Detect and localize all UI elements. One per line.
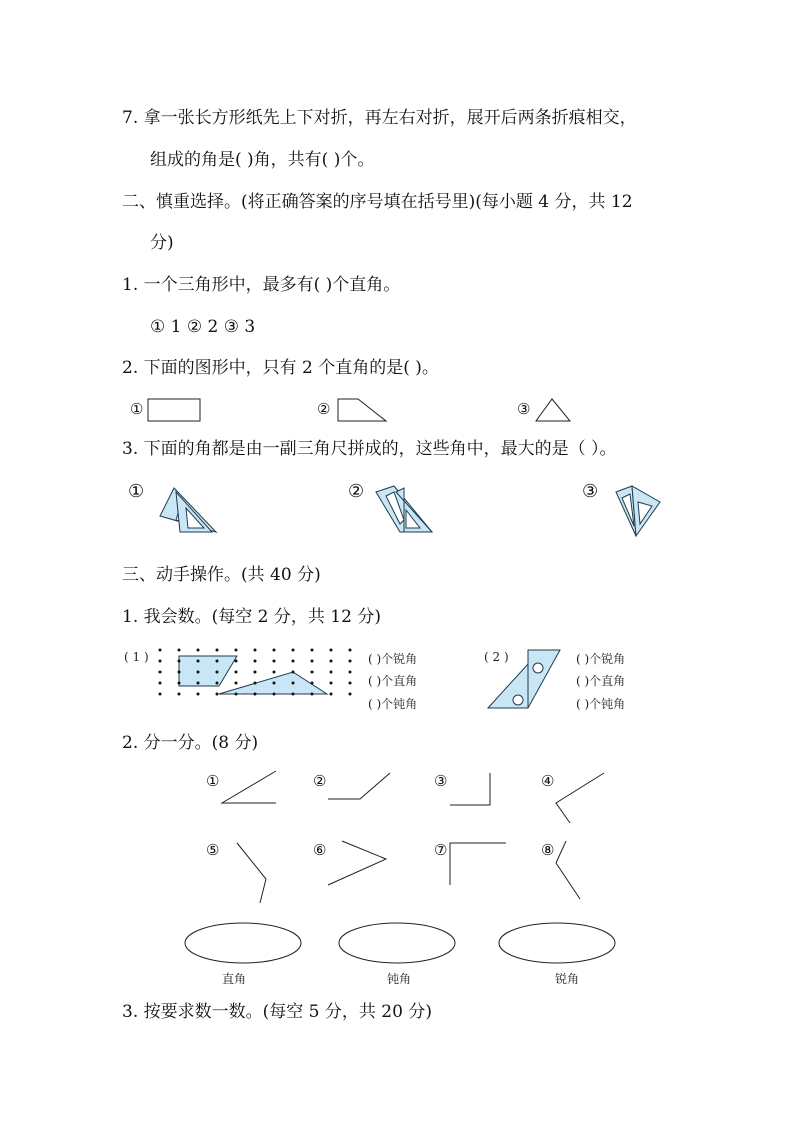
operate-q3-text: 3. 按要求数一数。(每空 5 分，共 20 分)	[122, 1002, 432, 1022]
angle-label-8: ⑧	[541, 841, 555, 859]
grid-dot	[178, 649, 181, 652]
set-square-angle-2	[376, 486, 432, 532]
grid-dot	[349, 660, 352, 663]
grid-dot	[292, 693, 295, 696]
q3-option-label-3: ③	[582, 481, 599, 502]
grid-dot	[330, 693, 333, 696]
angle-1-acute	[222, 771, 276, 803]
oval-label-acute: 锐角	[555, 972, 580, 986]
section-2-heading: 二、慎重选择。(将正确答案的序号填在括号里)(每小题 4 分，共 12	[122, 192, 633, 212]
grid-dot	[197, 693, 200, 696]
grid-dot	[216, 693, 219, 696]
grid-dot	[254, 671, 257, 674]
dot-grid-figure	[155, 648, 355, 708]
grid-dot	[159, 682, 162, 685]
grid-dot	[197, 671, 200, 674]
grid-dot	[273, 660, 276, 663]
angle-label-4: ④	[541, 772, 555, 790]
set-square-angle-1	[160, 488, 216, 532]
angle-4-acute	[556, 773, 604, 823]
angle-5-obtuse	[237, 843, 266, 903]
count-part1-label: ( 1 )	[124, 650, 149, 664]
grid-dot	[159, 660, 162, 663]
angle-label-5: ⑤	[206, 841, 220, 859]
rectangle-shape	[148, 399, 200, 421]
grid-dot	[159, 649, 162, 652]
grid-dot	[178, 682, 181, 685]
choice-q3-text: 3. 下面的角都是由一副三角尺拼成的，这些角中，最大的是（ ）。	[122, 439, 617, 459]
grid-dot	[254, 660, 257, 663]
section-2-heading-cont: 分)	[150, 233, 174, 253]
question-7-line2: 组成的角是( )角，共有( )个。	[150, 150, 375, 170]
oval-right-angles	[185, 923, 301, 963]
count-part1-acute: ( )个锐角	[368, 652, 418, 666]
quadrilateral-shape	[179, 656, 237, 686]
grid-dot	[178, 660, 181, 663]
oval-acute-angles	[499, 923, 615, 963]
grid-dot	[292, 649, 295, 652]
grid-dot	[197, 649, 200, 652]
count-part1-obtuse: ( )个钝角	[368, 697, 418, 711]
grid-dot	[292, 682, 295, 685]
grid-dot	[159, 693, 162, 696]
grid-dot	[349, 693, 352, 696]
grid-dot	[235, 660, 238, 663]
count-part2-label: ( 2 )	[484, 650, 509, 664]
grid-dot	[235, 693, 238, 696]
angle-label-6: ⑥	[313, 841, 327, 859]
oval-label-right: 直角	[222, 972, 247, 986]
operate-q1-text: 1. 我会数。(每空 2 分，共 12 分)	[122, 607, 381, 627]
grid-dot	[273, 693, 276, 696]
angle-6-acute	[328, 841, 386, 885]
angle-2-obtuse	[328, 773, 390, 799]
set-square-count-figure	[488, 650, 568, 710]
grid-dot	[197, 660, 200, 663]
grid-dot	[273, 671, 276, 674]
count-part2-right: ( )个直角	[576, 674, 626, 688]
grid-dot	[235, 649, 238, 652]
angle-label-7: ⑦	[434, 841, 448, 859]
grid-dot	[254, 649, 257, 652]
angle-label-2: ②	[313, 772, 327, 790]
operate-q2-text: 2. 分一分。(8 分)	[122, 733, 259, 753]
grid-dot	[349, 649, 352, 652]
grid-dot	[311, 649, 314, 652]
q2-option-label-3: ③	[517, 400, 531, 418]
grid-dot	[216, 660, 219, 663]
grid-dot	[235, 671, 238, 674]
grid-dot	[311, 682, 314, 685]
angles-figure	[0, 765, 794, 995]
oval-label-obtuse: 钝角	[387, 972, 412, 986]
grid-dot	[330, 660, 333, 663]
grid-dot	[330, 649, 333, 652]
grid-dot	[254, 693, 257, 696]
section-3-heading: 三、动手操作。(共 40 分)	[122, 565, 321, 585]
count-part1-right: ( )个直角	[368, 674, 418, 688]
triangle-shape	[536, 399, 570, 421]
grid-dot	[349, 682, 352, 685]
set-square-figures	[0, 480, 794, 550]
q2-option-label-2: ②	[317, 400, 331, 418]
question-7-line1: 7. 拿一张长方形纸先上下对折，再左右对折，展开后两条折痕相交，	[122, 108, 637, 128]
grid-dot	[311, 671, 314, 674]
grid-dot	[178, 693, 181, 696]
set-square-angle-3	[616, 486, 660, 536]
grid-dot	[349, 671, 352, 674]
choice-q1-text: 1. 一个三角形中，最多有( )个直角。	[122, 275, 401, 295]
grid-dot	[216, 682, 219, 685]
grid-dot	[216, 649, 219, 652]
grid-dot	[197, 682, 200, 685]
q3-option-label-2: ②	[348, 481, 365, 502]
grid-dot	[292, 671, 295, 674]
grid-dot	[216, 671, 219, 674]
grid-dot	[178, 671, 181, 674]
angle-3-right	[450, 773, 490, 805]
grid-dot	[311, 660, 314, 663]
grid-dot	[273, 649, 276, 652]
angle-label-1: ①	[206, 772, 220, 790]
grid-dot	[311, 693, 314, 696]
grid-dot	[159, 671, 162, 674]
count-part2-acute: ( )个锐角	[576, 652, 626, 666]
angle-7-right	[450, 843, 506, 885]
angle-8-obtuse	[556, 841, 580, 899]
grid-dot	[235, 682, 238, 685]
choice-q1-options: ① 1 ② 2 ③ 3	[150, 317, 256, 337]
q3-option-label-1: ①	[128, 481, 145, 502]
angle-label-3: ③	[434, 772, 448, 790]
q2-shapes	[0, 395, 794, 435]
count-part2-obtuse: ( )个钝角	[576, 697, 626, 711]
grid-dot	[330, 671, 333, 674]
q2-option-label-1: ①	[130, 400, 144, 418]
grid-dot	[254, 682, 257, 685]
grid-dot	[273, 682, 276, 685]
grid-dot	[292, 660, 295, 663]
oval-obtuse-angles	[339, 923, 455, 963]
grid-dot	[330, 682, 333, 685]
trapezoid-shape	[338, 399, 386, 421]
choice-q2-text: 2. 下面的图形中，只有 2 个直角的是( )。	[122, 358, 439, 378]
